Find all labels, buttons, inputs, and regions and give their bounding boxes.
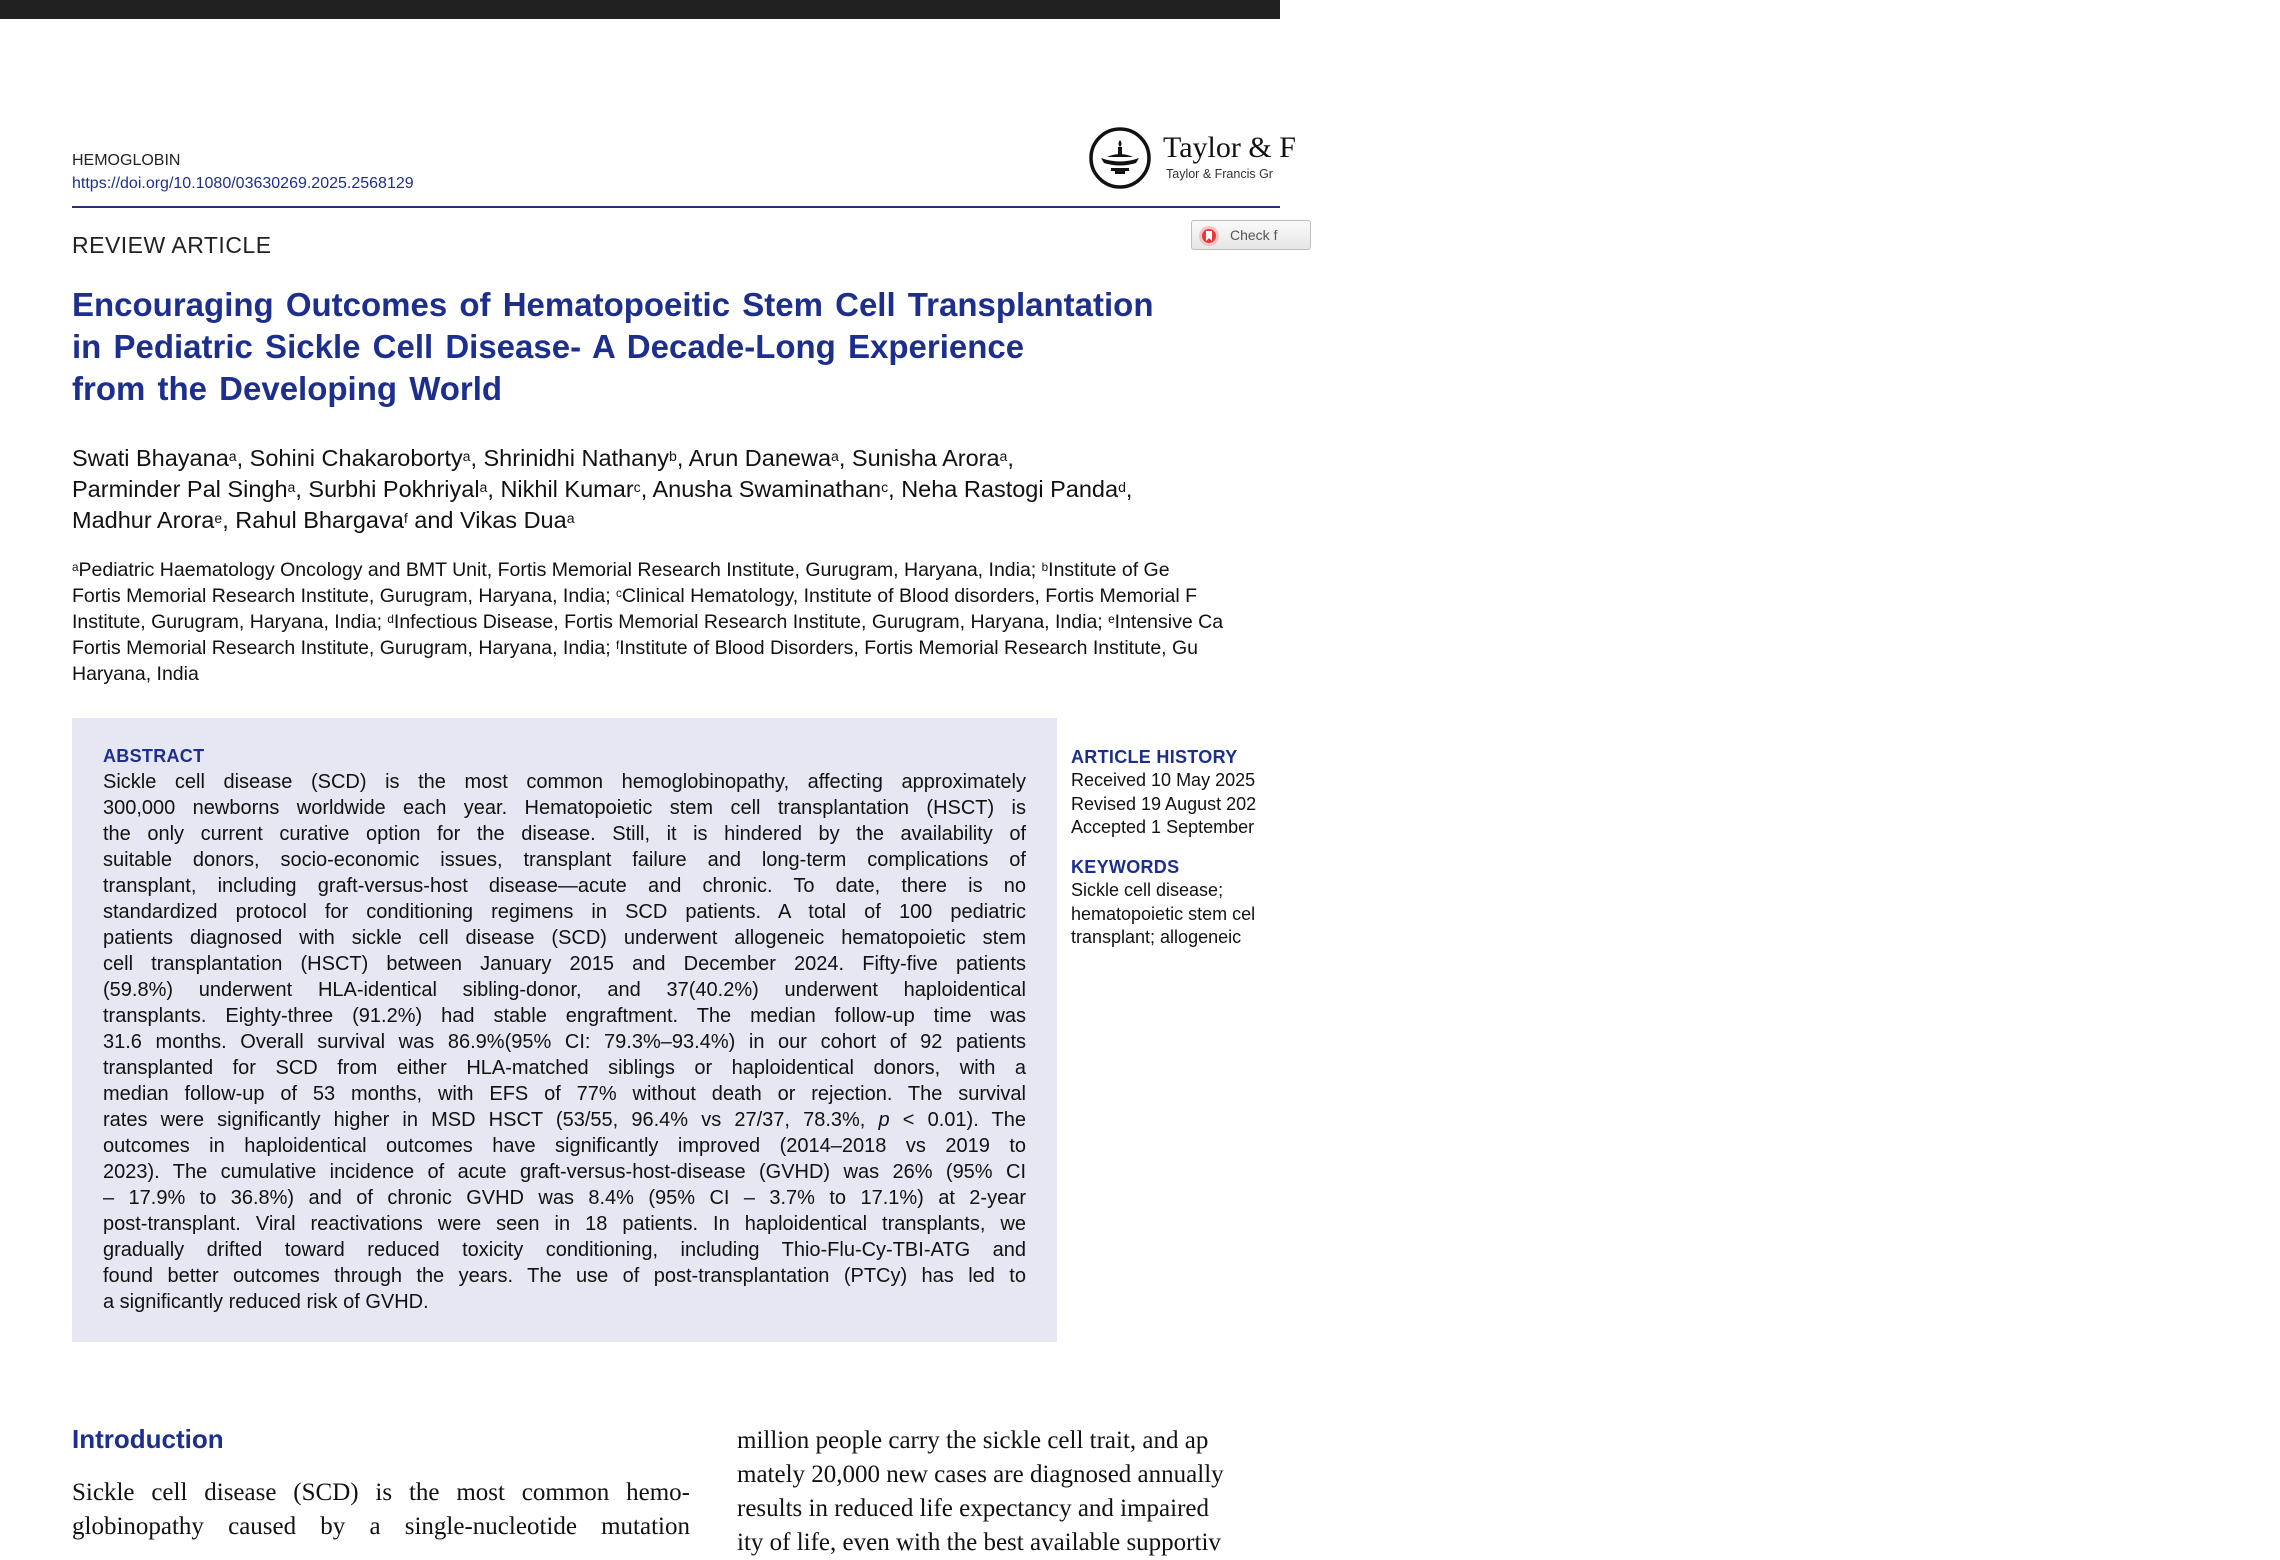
keyword-item: transplant; allogeneic xyxy=(1071,927,1242,947)
body-line: globinopathy caused by a single-nucleotide mutation xyxy=(72,1513,690,1540)
abstract-line: outcomes in haploidentical outcomes have significantly improved (2014–2018 vs 2019 to xyxy=(103,1135,1026,1157)
abstract-box xyxy=(72,718,1057,1342)
article-history-list xyxy=(1071,769,1256,840)
abstract-line: Sickle cell disease (SCD) is the most common hemoglobinopathy, affecting approximately xyxy=(103,771,1026,793)
affiliation-line: Fortis Memorial Research Institute, Gurugram, Haryana, India; $^f$Institute of Blood Disorders, Fortis Memorial Research Institute, Gu xyxy=(72,637,1199,659)
publisher-name: Taylor & F xyxy=(1163,131,1296,164)
top-bar xyxy=(0,0,1280,19)
publisher-lamp-icon xyxy=(1089,127,1153,191)
affiliation-line: Institute, Gurugram, Haryana, India; $^d$Infectious Disease, Fortis Memorial Research Institute, Gurugram, Haryana, India; $^e$Intensive Ca xyxy=(72,611,1224,633)
abstract-line: found better outcomes through the years. The use of post-transplantation (PTCy) has led to xyxy=(103,1265,1026,1287)
abstract-line: transplants. Eighty-three (91.2%) had stable engraftment. The median follow-up time was xyxy=(103,1005,1026,1027)
abstract-line: suitable donors, socio-economic issues, transplant failure and long-term complications of xyxy=(103,849,1026,871)
introduction-heading: Introduction xyxy=(72,1424,224,1454)
abstract-line: 31.6 months. Overall survival was 86.9%(95% CI: 79.3%–93.4%) in our cohort of 92 patients xyxy=(103,1031,1026,1053)
abstract-text xyxy=(103,769,1026,1315)
abstract-line: patients diagnosed with sickle cell disease (SCD) underwent allogeneic hematopoietic stem xyxy=(103,927,1026,949)
body-line: million people carry the sickle cell trait, and ap xyxy=(737,1427,1209,1454)
body-line: Sickle cell disease (SCD) is the most common hemo- xyxy=(72,1479,690,1506)
keywords-list xyxy=(1071,879,1255,950)
affiliation-line: $^a$Pediatric Haematology Oncology and BMT Unit, Fortis Memorial Research Institute, Gurugram, Haryana, India; $^b$Institute of Ge xyxy=(72,559,1170,581)
abstract-line: post-transplant. Viral reactivations were seen in 18 patients. In haploidentical transplants, we xyxy=(103,1213,1026,1235)
abstract-line: median follow-up of 53 months, with EFS of 77% without death or rejection. The survival xyxy=(103,1083,1026,1105)
check-updates-icon xyxy=(1198,225,1220,247)
keyword-item: hematopoietic stem cel xyxy=(1071,903,1256,924)
author-line: Parminder Pal Singh$^a$, Surbhi Pokhriyal$^a$, Nikhil Kumar$^c$, Anusha Swaminathan$^c$, Neha Rastogi Panda$^d$, xyxy=(72,476,1133,502)
abstract-line: the only current curative option for the disease. Still, it is hindered by the availability of xyxy=(103,823,1026,845)
body-line: ity of life, even with the best available supportiv xyxy=(737,1529,1221,1556)
publisher-group: Taylor & Francis Gr xyxy=(1166,167,1273,181)
title-line: Encouraging Outcomes of Hematopoeitic Stem Cell Transplantation xyxy=(72,286,1154,323)
journal-name: HEMOGLOBIN xyxy=(72,152,181,169)
check-updates-label: Check f xyxy=(1230,227,1278,243)
article-type: REVIEW ARTICLE xyxy=(72,232,272,258)
affiliation-line: Fortis Memorial Research Institute, Gurugram, Haryana, India; $^c$Clinical Hematology, Institute of Blood disorders, Fortis Memorial F xyxy=(72,585,1197,607)
article-history-heading: ARTICLE HISTORY xyxy=(1071,747,1238,767)
abstract-heading: ABSTRACT xyxy=(103,746,205,766)
keyword-item: Sickle cell disease; xyxy=(1071,880,1224,900)
introduction-column-2 xyxy=(737,1424,1297,1560)
abstract-line: 300,000 newborns worldwide each year. Hematopoietic stem cell transplantation (HSCT) is xyxy=(103,797,1026,819)
abstract-line: a significantly reduced risk of GVHD. xyxy=(103,1291,429,1313)
title-line: in Pediatric Sickle Cell Disease- A Decade-Long Experience xyxy=(72,328,1025,365)
abstract-line: rates were significantly higher in MSD HSCT (53/55, 96.4% vs 27/37, 78.3%, p < 0.01). The xyxy=(103,1109,1027,1131)
abstract-line: standardized protocol for conditioning regimens in SCD patients. A total of 100 pediatric xyxy=(103,901,1026,923)
history-item: Accepted 1 September xyxy=(1071,817,1255,837)
author-line: Swati Bhayana$^a$, Sohini Chakaroborty$^a$, Shrinidhi Nathany$^b$, Arun Danewa$^a$, Sunisha Arora$^a$, xyxy=(72,445,1014,471)
history-item: Received 10 May 2025 xyxy=(1071,770,1256,790)
keywords-heading: KEYWORDS xyxy=(1071,857,1180,877)
article-title xyxy=(72,284,1232,410)
abstract-line: cell transplantation (HSCT) between January 2015 and December 2024. Fifty-five patients xyxy=(103,953,1026,975)
abstract-line: transplant, including graft-versus-host disease—acute and chronic. To date, there is no xyxy=(103,875,1026,897)
introduction-column-1 xyxy=(72,1476,690,1544)
author-list xyxy=(72,443,1282,536)
affiliation-line: Haryana, India xyxy=(72,663,199,685)
affiliations xyxy=(72,557,1282,687)
abstract-line: gradually drifted toward reduced toxicity conditioning, including Thio-Flu-Cy-TBI-ATG and xyxy=(103,1239,1026,1261)
body-line: mately 20,000 new cases are diagnosed annually xyxy=(737,1461,1224,1488)
author-line: Madhur Arora$^e$, Rahul Bhargava$^f$ and Vikas Dua$^a$ xyxy=(72,507,575,533)
abstract-line: – 17.9% to 36.8%) and of chronic GVHD was 8.4% (95% CI – 3.7% to 17.1%) at 2-year xyxy=(103,1187,1026,1209)
body-line: results in reduced life expectancy and impaired xyxy=(737,1495,1210,1522)
doi-link[interactable]: https://doi.org/10.1080/03630269.2025.2568129 xyxy=(72,175,414,192)
history-item: Revised 19 August 202 xyxy=(1071,793,1257,814)
check-for-updates-button[interactable] xyxy=(1191,220,1311,250)
header-rule xyxy=(72,206,1280,208)
abstract-line: transplanted for SCD from either HLA-matched siblings or haploidentical donors, with a xyxy=(103,1057,1026,1079)
abstract-line: (59.8%) underwent HLA-identical sibling-donor, and 37(40.2%) underwent haploidentical xyxy=(103,979,1026,1001)
abstract-line: 2023). The cumulative incidence of acute graft-versus-host-disease (GVHD) was 26% (95% CI xyxy=(103,1161,1026,1183)
title-line: from the Developing World xyxy=(72,370,503,407)
publisher-logo xyxy=(1089,127,2280,191)
